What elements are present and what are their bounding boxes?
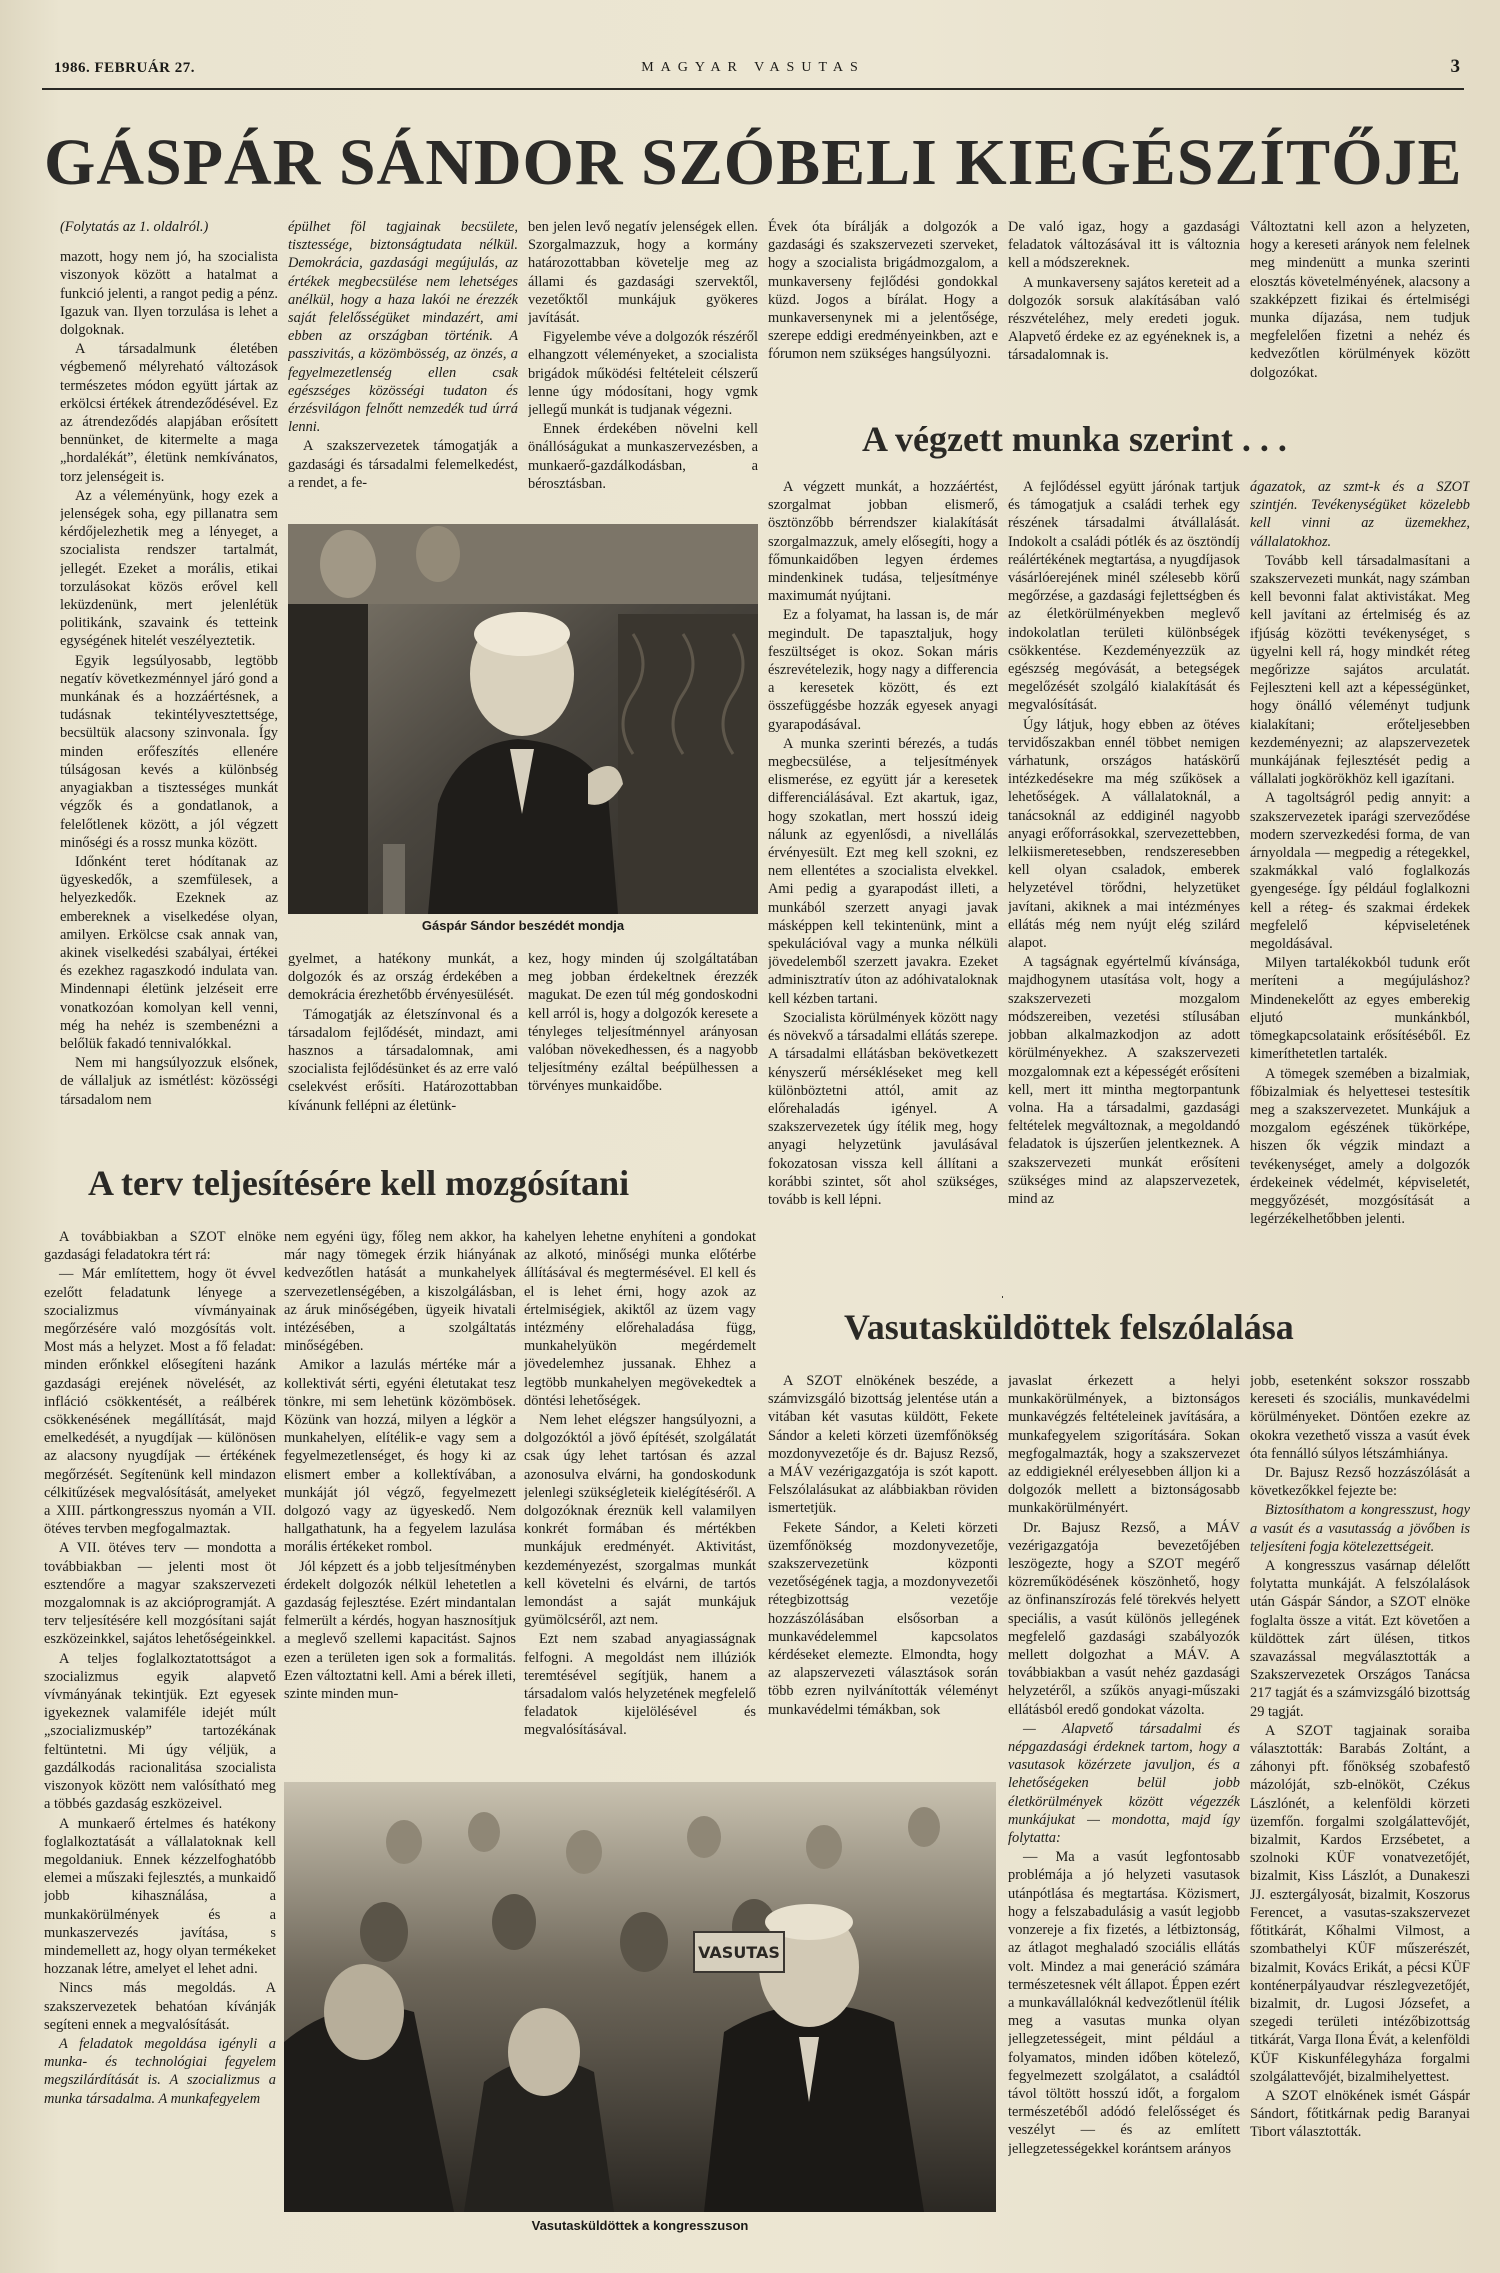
paragraph: A fejlődéssel együtt járónak tartjuk és támogatjuk a családi terhek egy részének társadalmi átvállalását. Indokolt a családi pótlék és az ösztöndíj reálértékének megtartása, a nyugdíjasok vásárlóerejének minél szélesebb körű megőrzése, a gazdasági fejlettségben és az életkörülményekben meglevő indokolatlan területi különbségek csökkentése. Kezdeményezzük az egészség megóvását, a betegségek megelőzését szolgáló kialakítását és megvalósítását. (1008, 479, 1240, 714)
column-6-mid (1250, 478, 1470, 1288)
paragraph: nem egyéni ügy, főleg nem akkor, ha már nagy tömegek érzik hiányának kedvezőtlen hatását a munkahelyek szervezetlenségében, a kiszolgálásban, az áruk minőségében, ügyeik hivatali intézésében, a szolgáltatás minőségében. (284, 1229, 516, 1355)
column-2-bottom (284, 1228, 516, 1778)
paragraph: De való igaz, hogy a gazdasági feladatok változásával itt is változnia kell a módszereknek. (1008, 219, 1240, 272)
paragraph: A munka szerinti bérezés, a tudás megbecsülése, a teljesítmények elismerése, ez együtt jár a keresetek differenciálásával. Ezt akartuk, igaz, hogy szokatlan, mert hosszú ideig nálunk az egyenlősdi, a nivellálás érvényesült. Ezt meg kell szokni, ez nem ellentétes a szocialista elvekkel. Ami pedig a gyarapodást illeti, a munkából szerzett anyagi javak másképpen kell tekintenünk, mint a spekulációval vagy a munka nélküli jövedelemből szerzett javakra. Ezeket adminisztratív úton az adóhivataloknak kell kézben tartani. (768, 735, 998, 1007)
paragraph: — Ma a vasút legfontosabb problémája a jó helyzeti vasutasok utánpótlása és megtartása. Közismert, hogy a felszabadulásig a vasút legjobb vonzereje a fix fizetés, a létbiztonság, az átlagot meghaladó szociális ellátás volt. Mindez a mai generáció számára természetesnek vélt állapot. Éppen ezért a munkavállalóknál kedvezőtlenül ítélik meg a vasutas munka olyan jellegzetességeit, mint például a folyamatos, minden időben kötelező, fegyelmezett szolgálatot, a családtól távol töltött hosszú időt, a forgalom természetéből adódó felelősséget és veszélyt — és az említett jellegzetességekkel korántsem arányos (1008, 1849, 1240, 2157)
paragraph: Ez a folyamat, ha lassan is, de már megindult. De tapasztaljuk, hogy feszültséget is okoz. Sokan máris észrevételezik, hogy nagy a differencia a keresetek között, és ezt összefüggésbe hozzák egyesek anyagi gyarapodásával. (768, 607, 998, 733)
paragraph: A tagságnak egyértelmű kívánsága, majdhogynem utasítása volt, hogy a szakszervezeti mozgalom módszereiben, vezetési stílusában jobban alkalmazkodjon az adott körülményekhez. A szakszervezeti mozgalomnak ezt a képességét erősíteni kell, mert itt minthа megtorpantunk volna. Ha a társadalmi, gazdasági feltételek megváltoznak, a megoldandó feladatok is újszerűen jelentkeznek. A szakszervezeti munkát erősíteni szükséges mind az alapszervezetek, mind az (1008, 954, 1240, 1207)
column-4-top (768, 218, 998, 398)
column-3-top (528, 218, 758, 518)
headline: GÁSPÁR SÁNDOR SZÓBELI KIEGÉSZÍTŐJE (44, 126, 1463, 199)
paragraph: A SZOT elnökének beszéde, a számvizsgáló bizottság jelentése után a vitában két vasutas küldött, Fekete Sándor a keleti körzeti üzemfőnökség mozdonyvezetője és dr. Bajusz Rezső, a MÁV vezérigazgatója is szót kapott. Felszólalásukat az alábbiakban röviden ismertetjük. (768, 1373, 998, 1517)
paragraph: Biztosíthatom a kongresszust, hogy a vasút és a vasutasság a jövőben is teljesíteni fogja kötelezettségeit. (1250, 1502, 1470, 1555)
paragraph: A SZOT tagjainak soraiba választották: Barabás Zoltánt, a záhonyi pft. főnökség szobafestő mázolóját, szb-elnököt, Czékus Lászlónét, a kelenföldi körzeti üzemfőn. forgalmi szolgálattevőjét, bizalmit, Kardos Erzsébetet, a szolnoki KÜF vonatvezetőjét, bizalmit, Kiss Lászlót, a Dunakeszi JJ. esztergályosát, bizalmit, Koszorus Ferencet, a vasutas-szakszervezet főtitkárát, Kőhalmi Vilmost, a szombathelyi KÜF műszerészét, bizalmit, Kovács Erikát, a pécsi KÜF konténerpályaudvar részlegvezetőjét, bizalmit, dr. Lugosi Józsefet, a szegedi területi intézőbizottság titkárát, Varga Ilona Évát, a kelenföldi KÜF Kiskunfélegyháza forgalmi szolgálattevőjét, bizalmihelyettest. (1250, 1722, 1470, 2085)
speaker-photo-illustration (288, 524, 758, 914)
column-1-bottom (44, 1228, 276, 2240)
paragraph: Tovább kell társadalmasítani a szakszervezeti munkát, nagy számban kell bevonni falat aktivistákat. Meg kell javítani az értelmiség és az ifjúság közötti tevékenységet, s ügyelni kell rá, hogy mindkét réteg megőrizze sajátos arculatát. Fejleszteni kell azt a képességünket, hogy önálló véleményt tudjunk kialakítani; erőteljesebben kezdeményezni; az alapszervezetek munkájának fejlesztését pedig a vállalati jogkörökhöz kell igazítani. (1250, 552, 1470, 788)
photo-caption-delegates: Vasutasküldöttek a kongresszuson (531, 2218, 749, 2233)
paragraph: Változtatni kell azon a helyzeten, hogy a kereseti arányok nem felelnek meg mindenütt a munka szerinti elosztás követelményének, alacsony a szakképzett fizikai és értelmiségi munka díjazása, nem tudjuk megfelelően fizetni a nehéz és kedvezőtlen körülmények között dolgozókat. (1250, 219, 1470, 381)
column-5-bottom (1008, 1372, 1240, 2240)
column-4-bottom (768, 1372, 998, 1782)
paragraph: jobb, esetenként sokszor rosszabb kereseti és szociális, munkavédelmi körülményeket. Döntően ezekre az okokra vezethető vissza a vasút évek óta fennálló súlyos létszámhiánya. (1250, 1373, 1470, 1462)
column-6-top (1250, 218, 1470, 398)
paragraph: A tagoltságról pedig annyit: a szakszervezetek iparági szerveződése modern szervezkedési forma, de van árnyoldala — megpedig a rétegekkel, szakmákkal való foglalkozás gyengesége. Így például foglalkozni kell a réteg- és szakmai érdekek megfelelő képviseletének megoldásával. (1250, 790, 1470, 953)
column-2-top (288, 218, 518, 518)
paragraph: Az a véleményünk, hogy ezek a jelenségek soha, egy pillanatra sem kérdőjelezhetik meg a lényeget, a szocialista rendszer tartalmát, jellegét. Ezeket a morális, etikai torzulásokat közös erővel kell leküzdenünk, mert jelenlétük politikánk, szavaink és tetteink egységének hitelét veszélyeztetik. (60, 487, 278, 650)
column-1-top (60, 218, 278, 1143)
column-2-mid (288, 950, 518, 1140)
column-5-mid (1008, 478, 1240, 1288)
paragraph: A tömegek szemében a bizalmiak, főbizalmiak és helyettesei testesítik meg a szakszervezetet. Munkájuk a mozgalom egészének tükörképe, hiszen ők végzik mindazt a tevékenységet, amely a dolgozók érdekeinek védelmét, képviseletét, meggyőzését, mozgósítását a legérzékelhetőbben jelenti. (1250, 1065, 1470, 1228)
column-3-mid (528, 950, 758, 1140)
column-6-bottom (1250, 1372, 1470, 2240)
paragraph: Amikor a lazulás mértéke már a kollektivát sérti, egyéni életutakat tesz tönkre, mi sem lehetünk közömbösek. Közünk van hozzá, milyen a légkör a munkahelyen, elítélik-e vagy sem a fegyelmezetlenséget, és hogy ki az elismert ember a kollektívában, a munkáját jól végző, fegyelmezett dolgozó vagy az ügyeskedő. Nem hallgathatunk, ha a fegyelem lazulása morális értékeket rombol. (284, 1357, 516, 1556)
paragraph: kahelyen lehetne enyhíteni a gondokat az alkotó, minőségi munka előtérbe állításával és megtermésével. El kell és el is lehet érni, hogy azok az értelmiségiek, akiktől az üzem vagy intézmény előrehaladása függ, munkahelyükön megérdemelt jövedelemhez jussanak. Ehhez a legtöbb munkahelyen megövekedtek a döntési lehetőségek. (524, 1229, 756, 1409)
paragraph: épülhet föl tagjainak becsülete, tisztessége, biztonságtudata nélkül. Demokrácia, gazdasági megújulás, az értékek megbecsülése nem lehetséges anélkül, hogy a haza lakói ne érezzék saját felelősségüket mindazért, ami ebben az országban történik. A passzivitás, a közömbösség, az önzés, a fegyelmezetlenség ellen csak egészséges közösségi tudaton és érzésvilágon felnőtt nemzedék tud úrrá lenni. (288, 219, 518, 436)
subheading-terv-teljesitese: A terv teljesítésére kell mozgósítani (88, 1163, 630, 1203)
newspaper-name: MAGYAR VASUTAS (641, 60, 865, 75)
paragraph: Úgy látjuk, hogy ebben az ötéves tervidőszakban ennél többet nemigen várhatunk, országos hatáskörű intézkedésekre ma még szűkösek a lehetőségek. A vállalatoknál, a tanácsoknál az eddiginél nagyobb anyagi erőforrásokkal, szervezettebben, lelkiismeretesebben, rendszeresebben kell olyan csaladok, emberek helyzetével törődni, helyzetüket javítani, akiknek a mai intézményes ellátás még nem nyújt elég szilárd alapot. (1008, 716, 1240, 952)
delegates-photo-illustration (284, 1782, 996, 2212)
column-4-mid (768, 478, 998, 1288)
paragraph: kez, hogy minden új szolgáltatában meg jobban érdekeltnek érezzék magukat. De ezen túl még gondoskodni kell arról is, hogy a dolgozók keresete a tényleges teljesítménnyel arányosan valóban növekedhessen, és a nagyobb teljesítmény ezáltal beépülhessen a törvényes munkaidőbe. (528, 951, 758, 1095)
paragraph: Nem lehet elégszer hangsúlyozni, a dolgozóktól a jövő építését, szolgálatát csak úgy lehet tartósan és azzal azonosulva elvárni, ha gondoskodunk jelenlegi szükségleteik kielégítéséről. A dolgozóknak éreznük kell valamilyen konkrét formában és mértékben munkájuk eredményét. Aktivitást, kezdeményezést, szorgalmas munkát kell követelni és elvárni, de tartós lemondást a saját munkájuk gyümölcséről, azt nem. (524, 1412, 756, 1629)
vasutas-sign-text: VASUTAS (698, 1943, 780, 1962)
paragraph: A SZOT elnökének ismét Gáspár Sándort, főtitkárnak pedig Baranyai Tibort választották. (1250, 2087, 1470, 2141)
subheading-vegzett-munka: A végzett munka szerint . . . (862, 419, 1287, 459)
paragraph: Időnként teret hódítanak az ügyeskedők, a szemfülesek, a helyezkedők. Ezeknek az embereknek a viselkedése olyan, amilyen. Erkölcse csak annak van, akinek viselkedési szabályai, értékei és ezekhez ragaszkodó indulata van. Mindennapi életünk jelzéseit erre vonatkozóan komolyan kell venni, még ha nehéz is szembenézni a belőlük fakadó tennivalókkal. (60, 853, 278, 1052)
paragraph: A kongresszus vasárnap délelőtt folytatta munkáját. A felszólalások után Gáspár Sándor, a SZOT elnöke foglalta össze a vitát. Ezt követően a küldöttek zárt ülésen, titkos szavazással megválasztották a Szakszervezetek Országos Tanácsa 217 tagját és a számvizsgáló bizottság 29 tagját. (1250, 1558, 1470, 1720)
paragraph: Évek óta bírálják a dolgozók a gazdasági és szakszervezeti szerveket, hogy a szocialista brigádmozgalom, a munkaverseny fejlődési gondokkal küzd. Jogos a bírálat. Hogy a munkaversenynek mi a jelentősége, szerepe eddigi eredményeinkben, azt e fórumon nem szükséges hangsúlyozni. (768, 219, 998, 363)
page-header (42, 52, 1464, 90)
continued-note: (Folytatás az 1. oldalról.) (60, 219, 209, 235)
paragraph: javaslat érkezett a helyi munkakörülmények, a biztonságos munkavégzés feltételeinek javítására, a munkafegyelem szigorítására. Sokan megfogalmazták, hogy a szakszervezet az eddigieknél erélyesebben álljon ki a dolgozók mellett a biztonságosabb munkakörülményért. (1008, 1373, 1240, 1517)
photo-gaspar-sandor (288, 524, 758, 914)
paragraph: Ennek érdekében növelni kell önállóságukat a munkaszervezésben, a munkaerő-gazdálkodásban, a bérosztásban. (528, 421, 758, 492)
paragraph: A szakszervezetek támogatják a gazdasági és társadalmi felemelkedést, a rendet, a fe- (288, 438, 518, 491)
issue-date: 1986. FEBRUÁR 27. (54, 60, 196, 76)
paragraph: gyelmet, a hatékony munkát, a dolgozók és az ország érdekében a demokrácia érezhetőbb érvényesülését. (288, 951, 518, 1004)
photo-caption-gaspar: Gáspár Sándor beszédét mondja (421, 918, 625, 933)
column-3-bottom (524, 1228, 756, 1778)
paragraph: Dr. Bajusz Rezső hozzászólását a következőkkel fejezte be: (1250, 1465, 1470, 1500)
paragraph: A teljes foglalkoztatottságot a szocializmus egyik alapvető vívmányának tekintjük. Ezt egyesek igyekeznek valamiféle idejét múlt „szocializmuskép” tartozékának feltüntetni. Mi úgy véljük, a gazdálkodás racionalitása szocialista viszonyok között nem valósítható meg a többés gazdaság eszközeivel. (44, 1650, 276, 1813)
paragraph: A végzett munkát, a hozzáértést, szorgalmat jobban elismerő, ösztönzőbb bérrendszer kialakítását szorgalmazzuk, amely elősegíti, hogy a főmunkaidőben legyen érdemes mindenkinek tudása, teljesítménye maximumát nyújtani. (768, 479, 998, 605)
paragraph: A munkaverseny sajátos kereteit ad a dolgozók sorsuk alakításában való részvételéhez, mely eredeti joguk. Alapvető érdeke ez az egyéneknek is, a társadalomnak is. (1008, 274, 1240, 364)
paragraph: Milyen tartalékokból tudunk erőt meríteni a megújuláshoz? Mindenekelőtt az egyes emberekig eljutó munkánkból, tömegkapcsolataink erősítéséből. Ez kimeríthetetlen tartalék. (1250, 955, 1470, 1063)
paragraph: A feladatok megoldása igényli a munka- és technológiai fegyelem megszilárdítását is. A szocializmus a munka társadalma. A munkafegyelem (44, 2035, 276, 2107)
column-rule (1002, 1296, 1003, 1298)
paragraph: Nincs más megoldás. A szakszervezetek behatóan kívánják segíteni ennek a megvalósítását. (44, 1980, 276, 2033)
paragraph: — Alapvető társadalmi és népgazdasági érdeknek tartom, hogy a vasutasok közérzete javuljon, és a lehetőségeken belül jobb életkörülmények között végezzék munkájukat — mondotta, majd így folytatta: (1008, 1720, 1240, 1847)
paragraph: — Már említettem, hogy öt évvel ezelőtt feladatunk lényege a szocializmus vívmányainak megőrzésére való mozgósítás volt. Most más a helyzet. Most a fő feladat: minden erőnkkel elősegíteni hazánk gazdasági erejének növelését, az infláció csökkentését, a reálbérek csökkenésének megállítását, majd emelkedését, a nyugdíjak — különösen az alacsony nyugdíjak — értékének megőrzését. Segítenünk kell mindazon célkitűzések megvalósítását, amelyeket a XIII. pártkongresszus nyomán a VII. ötéves tervben megfogalmaztak. (44, 1266, 276, 1538)
paragraph: Egyik legsúlyosabb, legtöbb negatív következménnyel járó gond a munkának és a hozzáértésnek, a tudásnak tekintélyvesztettsége, becsültük alacsony szinvonala. Így minden erőfeszítés ellenére túlságosan kevés a különbség anyagiakban a tisztességes munkát végzők és a gondatlanok, a felelőtlenek között, a jól végzett minőségi és a rossz munka között. (60, 652, 278, 851)
paragraph: ágazatok, az szmt-k és a SZOT szintjén. Tevékenységüket közelebb kell vinni az üzemekhez, vállalatokhoz. (1250, 479, 1470, 550)
page-number: 3 (1450, 56, 1460, 77)
paragraph: Támogatják az életszínvonal és a társadalom fejlődését, mindazt, ami hasznos a társadalomnak, ami szocialista fejlődésünket és az erre való cselekvést erősíti. Határozottabban kívánunk fellépni az életünk- (288, 1006, 518, 1114)
paragraph: Jól képzett és a jobb teljesítményben érdekelt dolgozók nélkül lehetetlen a gazdaság fejlesztése. Ezért mindantalan felmerült a kérdés, hogyan hasznosítjuk a meglevő szellemi kapacitást. Sajnos ezen a területen igen sok a formalitás. Ezen változtatni kell. Ami a bérek illeti, szinte minden mun- (284, 1558, 516, 1703)
photo-delegates (284, 1782, 996, 2212)
paragraph: ben jelen levő negatív jelenségek ellen. Szorgalmazzuk, hogy a kormány határozottabban követelje meg az állami és gazdasági szervektől, vezetőktől munkájuk gyökeres javítását. (528, 219, 758, 327)
paragraph: Nem mi hangsúlyozzuk elsőnek, de vállaljuk az ismétlést: közösségi társadalom nem (60, 1055, 278, 1108)
paragraph: Ezt nem szabad anyagiasságnak felfogni. A megoldást nem illúziók teremtésével segítjük, hanem a társadalom valós helyzetének megfelelő feladatok kijelölésével és megvalósításával. (524, 1631, 756, 1739)
subheading-vasutaskuldottek: Vasutasküldöttek felszólalása (844, 1307, 1294, 1347)
paragraph: mazott, hogy nem jó, ha szocialista viszonyok között a hatalmat a funkció jelenti, a rangot pedig a pénz. Igazuk van. Ilyen torzulása is lehet a dolgoknak. (60, 249, 278, 339)
paragraph: A VII. ötéves terv — mondotta a továbbiakban — jelenti most öt esztendőre a magyar szakszervezeti mozgalomnak is az akcióprogramját. A terv teljesítésére kell mozgósítani saját eszközeinkkel, sajátos lehetőségeinkkel. (44, 1540, 276, 1648)
paragraph: Figyelembe véve a dolgozók részéről elhangzott véleményeket, a szocialista brigádok működési feltételeit célszerű lenne úgy módosítani, hogy vgmk jellegű munkát is tudjanak végezni. (528, 329, 758, 419)
paragraph: Fekete Sándor, a Keleti körzeti üzemfőnökség mozdonyvezetője, szakszervezetünk központi vezetőségének tagja, a mozdonyvezetői rétegbizottság vezetője hozzászólásában elsősorban a munkavédelemmel kapcsolatos kérdéseket elemezte. Elmondta, hogy az alapszervezeti választások során több ezren nyilvánították véleményt munkavédelmi témákban, sok (768, 1519, 998, 1718)
paragraph: A továbbiakban a SZOT elnöke gazdasági feladatokra tért rá: (44, 1229, 276, 1264)
paragraph: A munkaerő értelmes és hatékony foglalkoztatását a vállalatoknak kell megoldaniuk. Ennek kézzelfoghatóbb elemei a műszaki fejlesztés, a munkaidő jobb kihasználása, a munkakörülmények és a munkaszervezés javítása, s mindemellett az, hogy olyan termékeket hozzanak létre, amelyet el lehet adni. (44, 1815, 276, 1978)
paragraph: A társadalmunk életében végbemenő mélyreható változások természetes módon együtt jártak az erkölcsi értékek átrendeződésével. Ez az átrendeződés alapjában erősített bennünket, de kitermelte a maga „hordalékát”, életünk nemkívánatos, torz jelenségeit is. (60, 341, 278, 485)
paragraph: Dr. Bajusz Rezső, a MÁV vezérigazgatója bevezetőjében leszögezte, hogy a SZOT megérő közreműködésének köszönhető, hogy az önfinanszírozás felé törekvés helyett speciális, a vasút különös jellegének megfelelő gazdasági szabályozók mellett dolgozhat a MÁV. A továbbiakban a vasút nehéz gazdasági helyzetéről, a szűkös anyagi-műszaki ellátásból eredő gondokat vázolta. (1008, 1519, 1240, 1718)
paragraph: Szocialista körülmények között nagy és növekvő a társadalmi ellátás szerepe. A társadalmi ellátásban bekövetkezett kényszerű mérsékléseket meg kell különböztetni attól, amit az előrehaladás igényel. A szakszervezetek úgy ítélik meg, hogy anyagi helyzetünk javulásával fokozatosan vissza kell állítani a korábbi szintet, sőt ahol szükséges, tovább is kell lépni. (768, 1009, 998, 1208)
column-5-top (1008, 218, 1240, 398)
